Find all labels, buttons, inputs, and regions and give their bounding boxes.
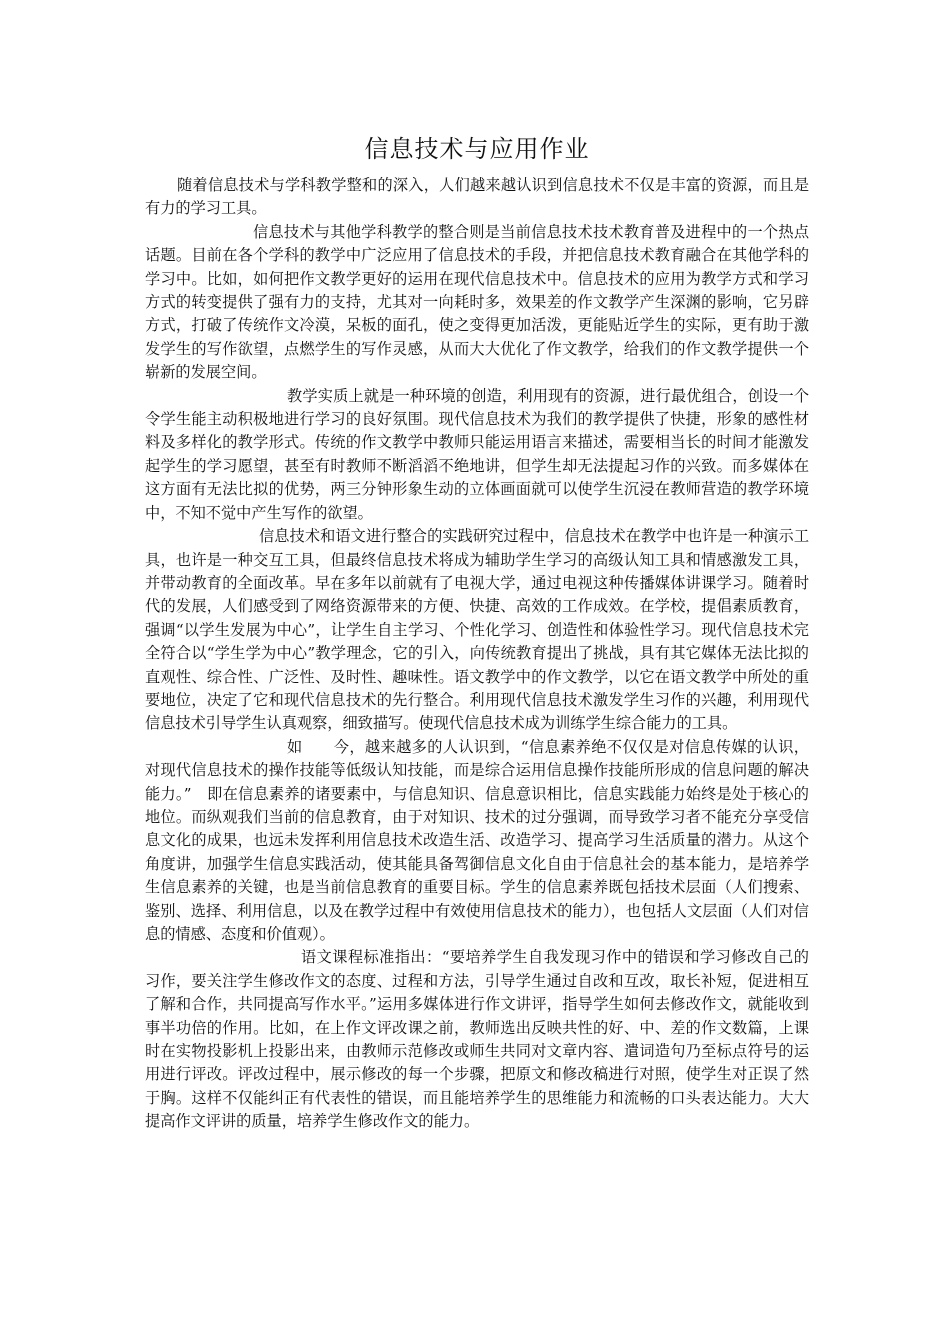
paragraph-2: 信息技术与其他学科教学的整合则是当前信息技术技术教育普及进程中的一个热点话题。目前在各个学科的教学中广泛应用了信息技术的手段，并把信息技术教育融合在其他学科的学习中。比如，如何把作文教学更好的运用在现代信息技术中。信息技术的应用为教学方式和学习方式的转变提供了强有力的支持，尤其对一向耗时多，效果差的作文教学产生深渊的影响，它另辟方式，打破了传统作文冷漠，呆板的面孔，使之变得更加活泼，更能贴近学生的实际，更有助于激发学生的写作欲望，点燃学生的写作灵感，从而大大优化了作文教学，给我们的作文教学提供一个崭新的发展空间。 <box>145 222 809 382</box>
document-page <box>145 132 809 1134</box>
document-title: 信息技术与应用作业 <box>364 135 590 163</box>
paragraph-5: 如 今，越来越多的人认识到，“信息素养绝不仅仅是对信息传媒的认识，对现代信息技术的操作技能等低级认知技能，而是综合运用信息操作技能所形成的信息问题的解决能力。” 即在信息素养的诸要素中，与信息知识、信息意识相比，信息实践能力始终是处于核心的地位。而纵观我们当前的信息教育，由于对知识、技术的过分强调，而导致学习者不能充分享受信息文化的成果，也远未发挥利用信息技术改造生活、改造学习、提高学习生活质量的潜力。从这个角度讲，加强学生信息实践活动，使其能具备驾御信息文化自由于信息社会的基本能力，是培养学生信息素养的关键，也是当前信息教育的重要目标。学生的信息素养既包括技术层面（人们搜索、鉴别、选择、利用信息，以及在教学过程中有效使用信息技术的能力），也包括人文层面（人们对信息的情感、态度和价值观）。 <box>145 737 809 943</box>
paragraph-3: 教学实质上就是一种环境的创造，利用现有的资源，进行最优组合，创设一个令学生能主动积极地进行学习的良好氛围。现代信息技术为我们的教学提供了快捷，形象的感性材料及多样化的教学形式。传统的作文教学中教师只能运用语言来描述，需要相当长的时间才能激发起学生的学习愿望，甚至有时教师不断滔滔不绝地讲，但学生却无法提起习作的兴致。而多媒体在这方面有无法比拟的优势，两三分钟形象生动的立体画面就可以使学生沉浸在教师营造的教学环境中，不知不觉中产生写作的欲望。 <box>145 386 809 522</box>
paragraph-4: 信息技术和语文进行整合的实践研究过程中，信息技术在教学中也许是一种演示工具，也许是一种交互工具，但最终信息技术将成为辅助学生学习的高级认知工具和情感激发工具，并带动教育的全面改革。早在多年以前就有了电视大学，通过电视这种传播媒体讲课学习。随着时代的发展，人们感受到了网络资源带来的方便、快捷、高效的工作成效。在学校，提倡素质教育，强调“以学生发展为中心”，让学生自主学习、个性化学习、创造性和体验性学习。现代信息技术完全符合以“学生学为中心”教学理念，它的引入，向传统教育提出了挑战，具有其它媒体无法比拟的直观性、综合性、广泛性、及时性、趣味性。语文教学中的作文教学，以它在语文教学中所处的重要地位，决定了它和现代信息技术的先行整合。利用现代信息技术激发学生习作的兴趣，利用现代信息技术引导学生认真观察，细致描写。使现代信息技术成为训练学生综合能力的工具。 <box>145 527 809 733</box>
paragraph-1: 随着信息技术与学科教学整和的深入，人们越来越认识到信息技术不仅是丰富的资源，而且是有力的学习工具。 <box>145 176 809 218</box>
paragraph-6: 语文课程标准指出：“要培养学生自我发现习作中的错误和学习修改自己的习作，要关注学生修改作文的态度、过程和方法，引导学生通过自改和互改，取长补短，促进相互了解和合作，共同提高写作水平。”运用多媒体进行作文讲评，指导学生如何去修改作文，就能收到事半功倍的作用。比如，在上作文评改课之前，教师选出反映共性的好、中、差的作文数篇，上课时在实物投影机上投影出来，由教师示范修改或师生共同对文章内容、遣词造句乃至标点符号的运用进行评改。评改过程中，展示修改的每一个步骤，把原文和修改稿进行对照，使学生对正误了然于胸。这样不仅能纠正有代表性的错误，而且能培养学生的思维能力和流畅的口头表达能力。大大提高作文评讲的质量，培养学生修改作文的能力。 <box>145 948 809 1131</box>
